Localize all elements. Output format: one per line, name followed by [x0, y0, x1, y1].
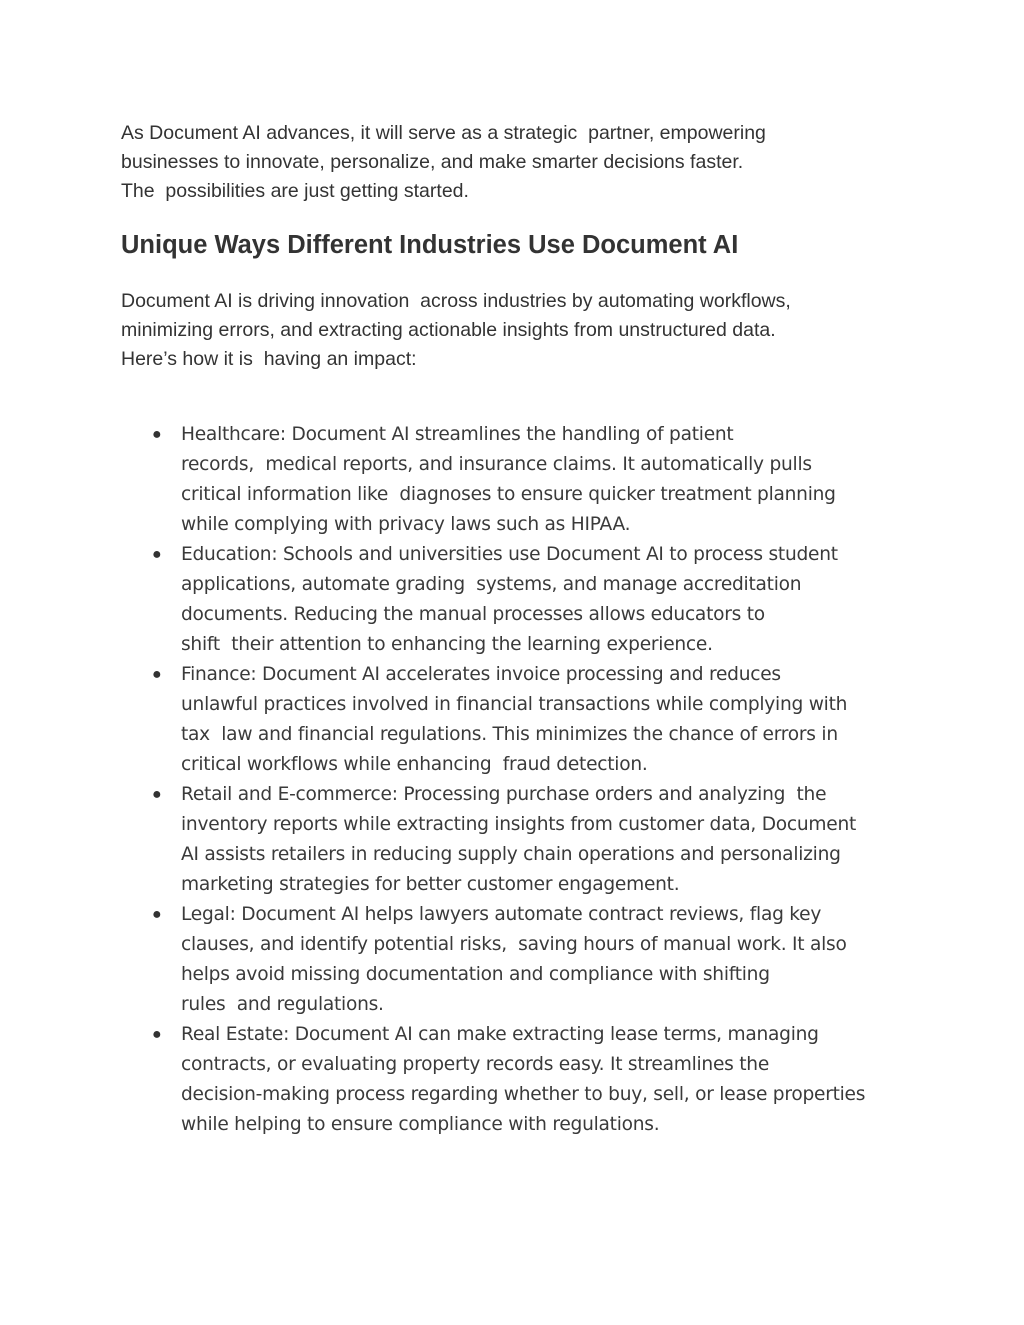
list-item-line: inventory reports while extracting insights from customer data, Document: [181, 814, 857, 835]
list-item-line: Education: Schools and universities use Document AI to process student: [181, 544, 838, 565]
list-item-line: contracts, or evaluating property records easy. It streamlines the: [181, 1054, 770, 1075]
list-item-line: clauses, and identify potential risks, saving hours of manual work. It also: [181, 934, 847, 955]
list-item-line: critical information like diagnoses to ensure quicker treatment planning: [181, 484, 836, 505]
list-item-line: Healthcare: Document AI streamlines the handling of patient: [181, 424, 734, 445]
intro-paragraph: [121, 119, 911, 206]
paragraph-line: Here’s how it is having an impact:: [121, 348, 417, 370]
section-paragraph: [121, 287, 911, 374]
list-item-line: critical workflows while enhancing fraud detection.: [181, 754, 648, 775]
list-item-line: documents. Reducing the manual processes allows educators to: [181, 604, 765, 625]
bullet-icon: ●: [152, 426, 162, 443]
document-page: [121, 119, 911, 1140]
bullet-icon: ●: [152, 906, 162, 923]
industry-list: [121, 420, 911, 1140]
list-item-healthcare: [121, 420, 911, 540]
paragraph-line: minimizing errors, and extracting actionable insights from unstructured data.: [121, 319, 776, 341]
list-item-line: marketing strategies for better customer engagement.: [181, 874, 680, 895]
list-item-line: applications, automate grading systems, and manage accreditation: [181, 574, 802, 595]
bullet-icon: ●: [152, 666, 162, 683]
intro-line: The possibilities are just getting started.: [121, 180, 469, 202]
list-item-line: unlawful practices involved in financial transactions while complying with: [181, 694, 848, 715]
list-item-line: decision-making process regarding whether to buy, sell, or lease properties: [181, 1084, 866, 1105]
list-item-line: Finance: Document AI accelerates invoice processing and reduces: [181, 664, 781, 685]
list-item-line: while helping to ensure compliance with regulations.: [181, 1114, 660, 1135]
bullet-icon: ●: [152, 1026, 162, 1043]
list-item-line: Retail and E-commerce: Processing purchase orders and analyzing the: [181, 784, 827, 805]
list-item-line: AI assists retailers in reducing supply chain operations and personalizing: [181, 844, 841, 865]
list-item-line: records, medical reports, and insurance claims. It automatically pulls: [181, 454, 812, 475]
list-item-line: Legal: Document AI helps lawyers automate contract reviews, flag key: [181, 904, 822, 925]
list-item-line: tax law and financial regulations. This minimizes the chance of errors in: [181, 724, 838, 745]
list-item-line: rules and regulations.: [181, 994, 384, 1015]
intro-line: As Document AI advances, it will serve as a strategic partner, empowering: [121, 122, 766, 144]
list-item-legal: [121, 900, 911, 1020]
list-item-line: while complying with privacy laws such as HIPAA.: [181, 514, 631, 535]
list-item-education: [121, 540, 911, 660]
bullet-icon: ●: [152, 546, 162, 563]
list-item-real-estate: [121, 1020, 911, 1140]
list-item-retail: [121, 780, 911, 900]
list-item-finance: [121, 660, 911, 780]
list-item-line: helps avoid missing documentation and compliance with shifting: [181, 964, 770, 985]
paragraph-line: Document AI is driving innovation across industries by automating workflows,: [121, 290, 791, 312]
bullet-icon: ●: [152, 786, 162, 803]
intro-line: businesses to innovate, personalize, and make smarter decisions faster.: [121, 151, 744, 173]
list-item-line: shift their attention to enhancing the learning experience.: [181, 634, 713, 655]
list-item-line: Real Estate: Document AI can make extracting lease terms, managing: [181, 1024, 819, 1045]
section-heading: Unique Ways Different Industries Use Document AI: [121, 231, 739, 259]
